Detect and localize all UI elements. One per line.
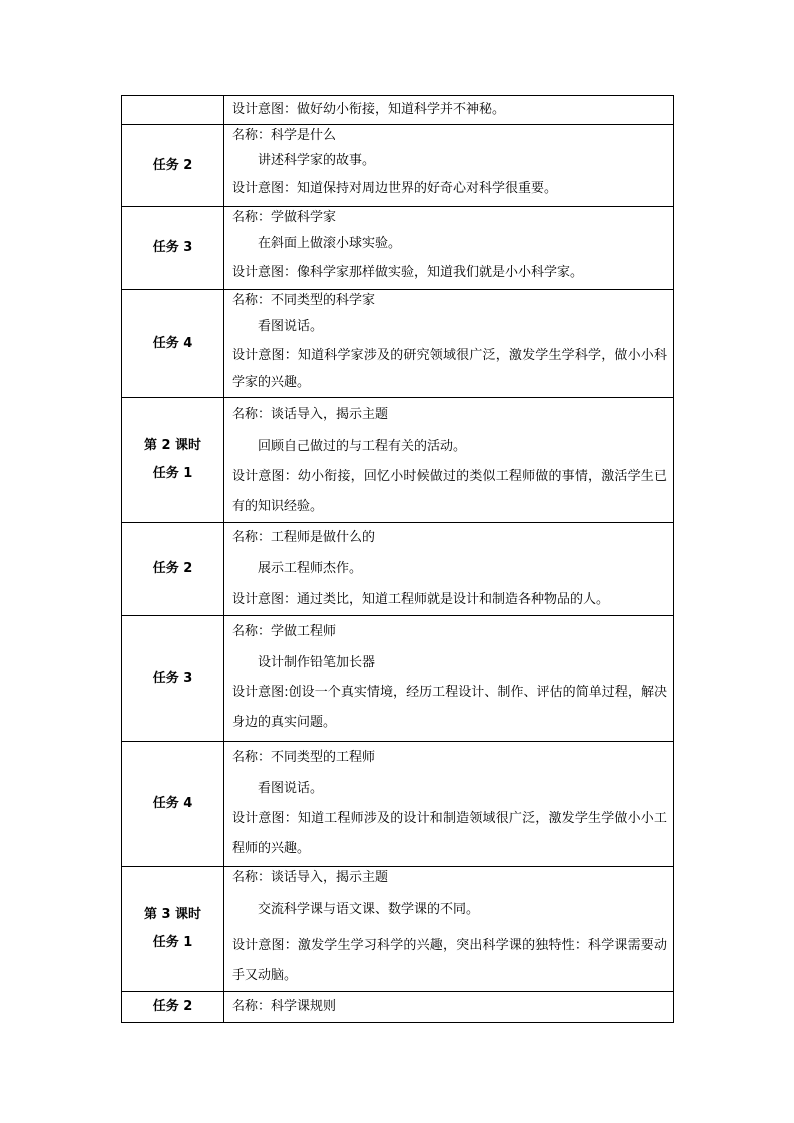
- task-content-cell: [224, 616, 674, 742]
- task-label: 任务 4: [152, 335, 193, 351]
- intent-text: 设计意图：知道保持对周边世界的好奇心对科学很重要。: [232, 181, 558, 196]
- task-content-cell: [224, 125, 674, 207]
- task-label: 任务 3: [152, 240, 193, 255]
- task-content-cell: [224, 523, 674, 616]
- intent-text: 设计意图：知道工程师涉及的设计和制造领域很广泛，激发学生学做小小工程师的兴趣。: [232, 811, 667, 856]
- task-label-cell: [122, 96, 224, 125]
- task-label-cell: [122, 125, 224, 207]
- task-activity: 在斜面上做滚小球实验。: [258, 236, 402, 251]
- task-activity: 回顾自己做过的与工程有关的活动。: [258, 439, 467, 454]
- table-row: [122, 398, 674, 523]
- task-label: 任务 1: [152, 466, 193, 481]
- lesson-label: 第 3 课时: [143, 907, 202, 922]
- task-label: 任务 4: [152, 796, 193, 811]
- task-label: 任务 2: [152, 999, 193, 1014]
- task-name: 名称：谈话导入，揭示主题: [232, 407, 389, 422]
- lesson-plan-table: [121, 95, 674, 1023]
- task-content-cell: [224, 207, 674, 290]
- task-content-cell: [224, 398, 674, 523]
- table-row: [122, 290, 674, 398]
- lesson-label: 第 2 课时: [143, 438, 202, 453]
- task-name: 名称：不同类型的工程师: [232, 750, 376, 765]
- task-label-cell: [122, 992, 224, 1023]
- task-label: 任务 2: [152, 561, 193, 576]
- intent-text: 设计意图：做好幼小衔接，知道科学并不神秘。: [232, 102, 506, 117]
- task-label-cell: [122, 742, 224, 867]
- task-content-cell: [224, 96, 674, 125]
- intent-text: 设计意图：像科学家那样做实验，知道我们就是小小科学家。: [232, 265, 584, 280]
- task-label-cell: [122, 398, 224, 523]
- task-name: 名称：科学课规则: [232, 999, 337, 1014]
- table-row: [122, 616, 674, 742]
- table-row: [122, 992, 674, 1023]
- task-name: 名称：谈话导入，揭示主题: [232, 870, 389, 885]
- task-activity: 看图说话。: [258, 319, 324, 334]
- table-row: [122, 207, 674, 290]
- table-row: [122, 867, 674, 992]
- task-name: 名称：工程师是做什么的: [232, 530, 376, 545]
- task-content-cell: [224, 867, 674, 992]
- task-name: 名称：学做科学家: [232, 210, 337, 225]
- task-name: 名称：学做工程师: [232, 624, 337, 639]
- task-label: 任务 1: [152, 935, 193, 950]
- task-activity: 展示工程师杰作。: [258, 561, 363, 576]
- task-content-cell: [224, 742, 674, 867]
- intent-text: 设计意图：幼小衔接，回忆小时候做过的类似工程师做的事情，激活学生已有的知识经验。: [232, 469, 667, 514]
- table-row: [122, 125, 674, 207]
- task-activity: 讲述科学家的故事。: [258, 153, 376, 168]
- task-name: 名称：科学是什么: [232, 128, 337, 143]
- task-content-cell: [224, 290, 674, 398]
- task-activity: 交流科学课与语文课、数学课的不同。: [258, 902, 480, 917]
- task-label-cell: [122, 207, 224, 290]
- task-label: 任务 2: [152, 157, 193, 173]
- task-activity: 看图说话。: [258, 781, 324, 796]
- table-row: [122, 96, 674, 125]
- intent-text: 设计意图:创设一个真实情境，经历工程设计、制作、评估的简单过程，解决身边的真实问题。: [232, 685, 667, 730]
- task-activity: 设计制作铅笔加长器: [258, 655, 376, 670]
- intent-text: 设计意图：通过类比，知道工程师就是设计和制造各种物品的人。: [232, 592, 610, 607]
- intent-text: 设计意图：知道科学家涉及的研究领域很广泛，激发学生学科学，做小小科学家的兴趣。: [232, 348, 667, 390]
- task-label-cell: [122, 616, 224, 742]
- task-label: 任务 3: [152, 670, 193, 686]
- task-name: 名称：不同类型的科学家: [232, 293, 376, 308]
- task-content-cell: [224, 992, 674, 1023]
- table-row: [122, 523, 674, 616]
- task-label-cell: [122, 523, 224, 616]
- table-row: [122, 742, 674, 867]
- task-label-cell: [122, 290, 224, 398]
- intent-text: 设计意图：激发学生学习科学的兴趣，突出科学课的独特性：科学课需要动手又动脑。: [232, 938, 667, 983]
- task-label-cell: [122, 867, 224, 992]
